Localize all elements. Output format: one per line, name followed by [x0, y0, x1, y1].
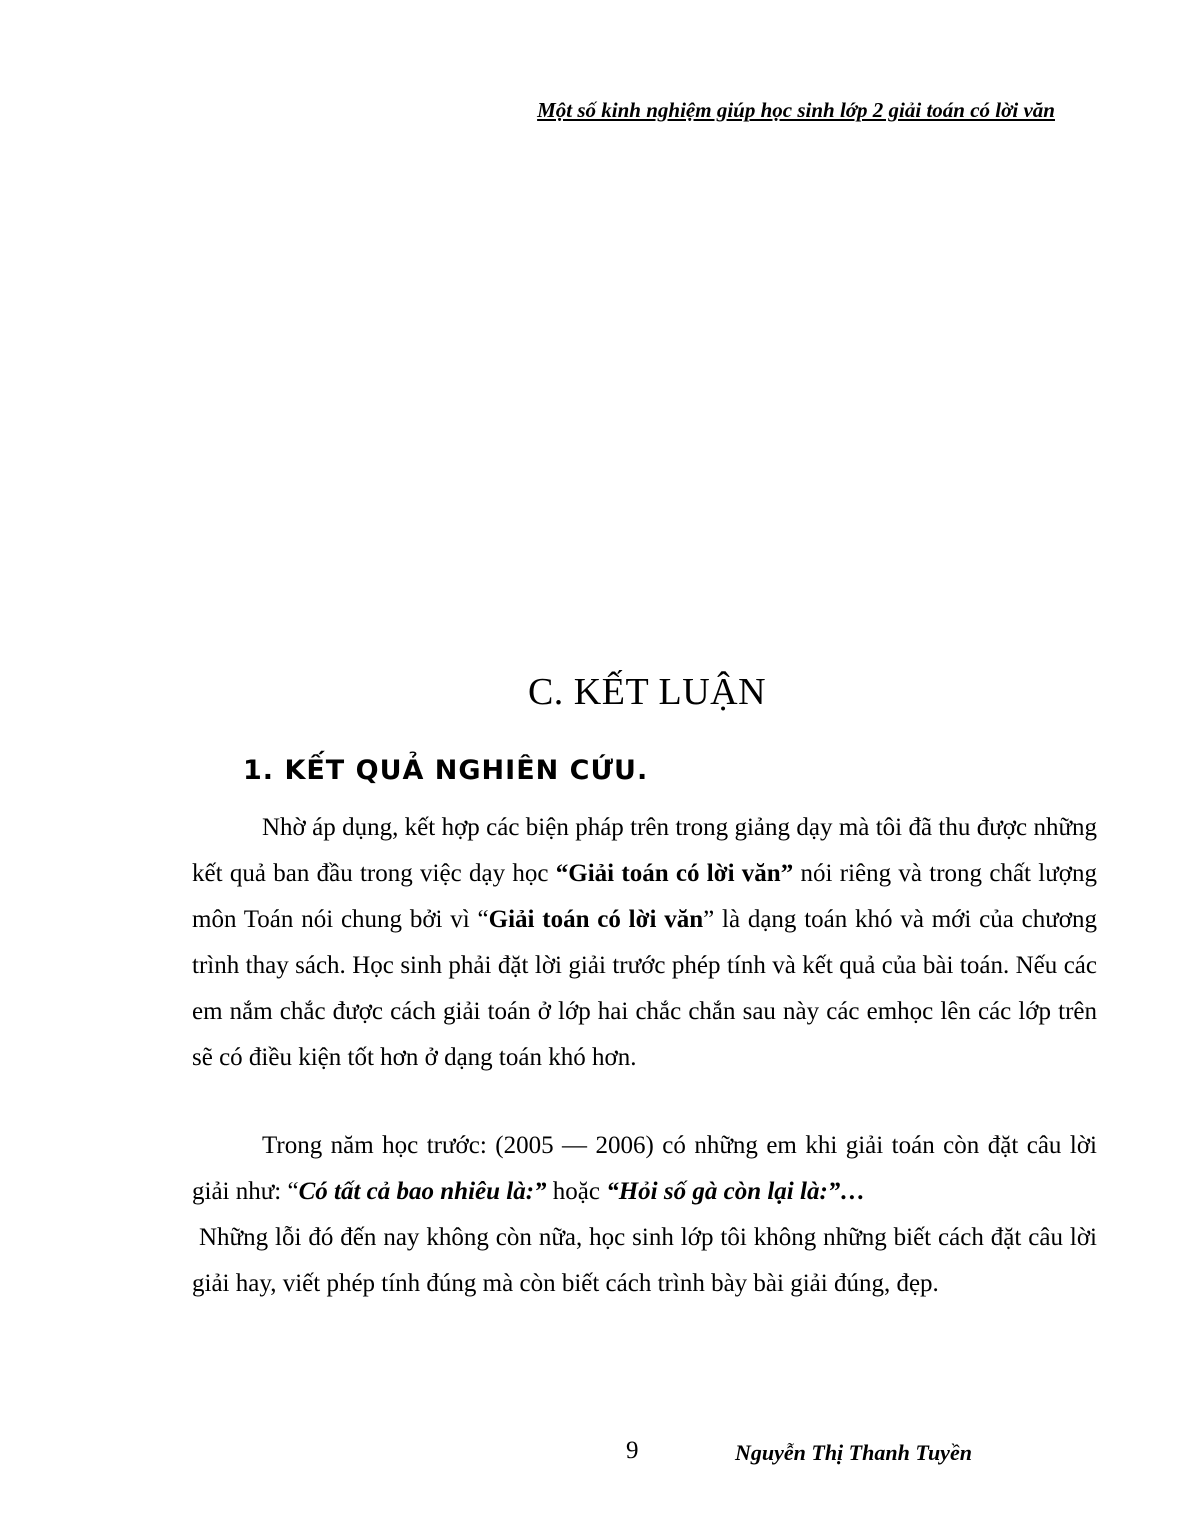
chapter-title: C. KẾT LUẬN	[527, 671, 767, 713]
section-heading: 1. KẾT QUẢ NGHIÊN CỨU.	[243, 755, 649, 786]
emphasis-text: Giải toán có lời văn	[488, 906, 704, 933]
page-number: 9	[626, 1437, 639, 1464]
quote-text: “Hỏi số gà còn lại là:”…	[606, 1178, 866, 1205]
paragraph-improvement	[192, 1215, 1097, 1307]
paragraph-text: nói riêng và trong chất lượng môn Toán nói chung bởi vì “	[192, 860, 1097, 933]
paragraph-text: hoặc	[546, 1178, 607, 1205]
author-name: Nguyễn Thị Thanh Tuyền	[735, 1440, 972, 1465]
emphasis-text: “Giải toán có lời văn”	[555, 860, 794, 887]
paragraph-previous-year	[192, 1123, 1097, 1215]
paragraph-text: Những lỗi đó đến nay không còn nữa, học sinh lớp tôi không những biết cách đặt câu lời giải hay, viết phép tính đúng mà còn biết cách trình bày bài giải đúng, đẹp.	[192, 1224, 1097, 1297]
paragraph-text: Nhờ áp dụng, kết hợp các biện pháp trên trong giảng dạy mà tôi đã thu được những kết quả ban đầu trong việc dạy học	[192, 814, 1097, 887]
paragraph-text: ” là dạng toán khó và mới của chương trình thay sách. Học sinh phải đặt lời giải trước phép tính và kết quả của bài toán. Nếu các em nắm chắc được cách giải toán ở lớp hai chắc chắn sau này các emhọc lên các lớp trên sẽ có điều kiện tốt hơn ở dạng toán khó hơn.	[192, 906, 1097, 1071]
paragraph-text: Trong năm học trước: (2005 — 2006) có những em khi giải toán còn đặt câu lời giải như: “	[192, 1132, 1097, 1205]
header-title: Một số kinh nghiệm giúp học sinh lớp 2 giải toán có lời văn	[537, 98, 1055, 122]
quote-text: Có tất cả bao nhiêu là:”	[298, 1178, 547, 1205]
paragraph-results	[192, 805, 1097, 1081]
